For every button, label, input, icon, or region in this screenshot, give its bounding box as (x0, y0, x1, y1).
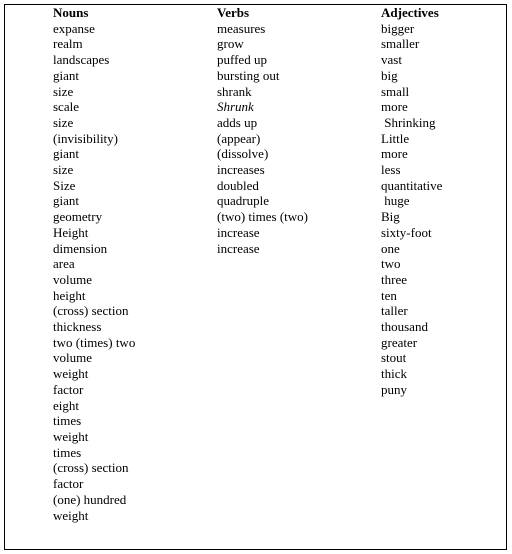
word-entry: eight (53, 397, 79, 413)
word-entry: Big (381, 209, 400, 225)
word-entry: Height (53, 224, 89, 240)
word-entry: Size (53, 177, 76, 193)
word-entry: (one) hundred (53, 491, 127, 507)
nouns-list (53, 21, 135, 524)
nouns-header: Nouns (53, 5, 89, 20)
word-entry: expanse (53, 20, 95, 36)
word-entry: quadruple (217, 193, 269, 209)
word-entry: (dissolve) (217, 146, 269, 162)
word-entry: shrank (217, 83, 252, 99)
word-entry: size (53, 83, 74, 99)
word-table (4, 4, 507, 550)
word-entry: bigger (381, 20, 415, 36)
adjectives-header: Adjectives (381, 5, 439, 20)
word-entry: grow (217, 36, 244, 52)
word-entry: stout (381, 350, 407, 366)
word-entry: thickness (53, 319, 102, 335)
word-entry: puffed up (217, 52, 267, 68)
verbs-header: Verbs (217, 5, 250, 20)
word-entry: (invisibility) (53, 130, 118, 146)
word-entry: (cross) section (53, 303, 129, 319)
adjectives-column (381, 5, 442, 398)
word-entry: giant (53, 146, 79, 162)
word-entry: (two) times (two) (217, 209, 308, 225)
word-entry: increase (217, 240, 260, 256)
word-entry: two (381, 256, 401, 272)
word-entry: weight (53, 507, 89, 523)
word-entry: times (53, 444, 82, 460)
word-entry: more (381, 99, 408, 115)
word-entry: size (53, 162, 74, 178)
word-entry: quantitative (381, 177, 443, 193)
word-entry: landscapes (53, 52, 110, 68)
word-entry: less (381, 162, 401, 178)
word-entry: weight (53, 428, 89, 444)
adjectives-list (381, 21, 442, 398)
word-entry: scale (53, 99, 79, 115)
word-entry: giant (53, 193, 79, 209)
word-entry: increases (217, 162, 265, 178)
word-entry: Shrinking (381, 114, 436, 130)
word-entry: one (381, 240, 400, 256)
word-entry: adds up (217, 114, 258, 130)
word-entry: dimension (53, 240, 108, 256)
word-entry: weight (53, 366, 89, 382)
word-entry: height (53, 287, 86, 303)
word-entry: realm (53, 36, 83, 52)
word-entry: thousand (381, 319, 428, 335)
word-entry: giant (53, 67, 79, 83)
word-entry: smaller (381, 36, 420, 52)
word-entry: (appear) (217, 130, 261, 146)
word-entry: bursting out (217, 67, 280, 83)
word-entry: factor (53, 476, 84, 492)
verbs-column (217, 5, 308, 256)
word-entry: measures (217, 20, 266, 36)
word-entry: geometry (53, 209, 103, 225)
word-entry: greater (381, 334, 418, 350)
word-entry: (cross) section (53, 460, 129, 476)
word-entry: ten (381, 287, 397, 303)
word-entry: volume (53, 350, 92, 366)
word-entry: puny (381, 381, 407, 397)
word-entry: huge (381, 193, 410, 209)
verbs-list (217, 21, 308, 257)
word-entry: increase (217, 224, 260, 240)
word-entry: thick (381, 366, 407, 382)
word-entry: two (times) two (53, 334, 136, 350)
word-entry: small (381, 83, 410, 99)
word-entry: taller (381, 303, 408, 319)
word-entry: times (53, 413, 82, 429)
word-entry: Little (381, 130, 410, 146)
word-entry: size (53, 114, 74, 130)
word-entry: factor (53, 381, 84, 397)
word-entry: sixty-foot (381, 224, 432, 240)
word-entry: volume (53, 271, 92, 287)
word-entry: vast (381, 52, 402, 68)
word-entry: three (381, 271, 407, 287)
word-entry: doubled (217, 177, 259, 193)
nouns-column (53, 5, 135, 523)
word-entry: big (381, 67, 398, 83)
word-entry: area (53, 256, 75, 272)
word-entry: Shrunk (217, 99, 254, 115)
word-entry: more (381, 146, 408, 162)
